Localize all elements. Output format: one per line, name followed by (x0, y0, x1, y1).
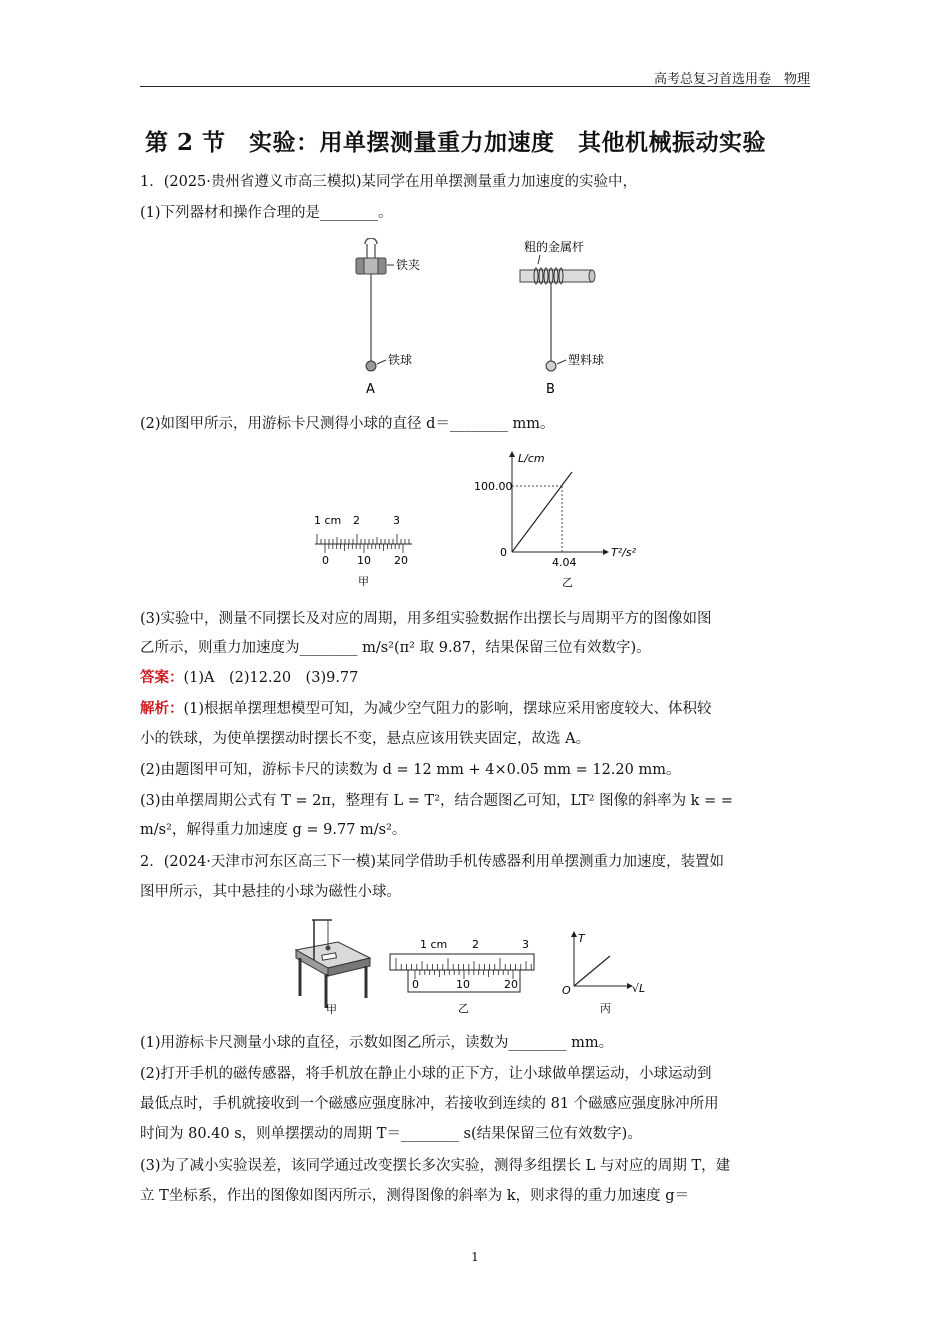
analysis-label: 解析： (140, 700, 184, 717)
graph-l-vs-t2 (470, 446, 650, 592)
caliper1-main-label-1: 1 cm (314, 514, 342, 527)
label-iron-ball: 铁球 (388, 353, 413, 367)
q2-part2-line1: (2)打开手机的磁传感器，将手机放在静止小球的正下方，让小球做单摆运动，小球运动到 (140, 1066, 712, 1082)
graph-t-vs-sqrtl (556, 926, 656, 1018)
analysis-line5: m/s²，解得重力加速度 g = 9.77 m/s²。 (140, 822, 407, 838)
analysis-line3: (2)由题图甲可知，游标卡尺的读数为 d = 12 mm + 4×0.05 mm = 12.20 mm。 (140, 762, 681, 778)
section-title: 第 2 节 实验：用单摆测量重力加速度 其他机械振动实验 (145, 129, 767, 156)
caliper-figure-jia (300, 512, 430, 592)
graph1-caption: 乙 (562, 576, 573, 589)
analysis-text-1: (1)根据单摆理想模型可知，为减少空气阻力的影响，摆球应采用密度较大、体积较 (183, 701, 712, 717)
graph1-ytick: 100.00 (474, 480, 513, 493)
graph2-xlabel: √L (632, 982, 646, 995)
answer-line (140, 668, 810, 688)
caliper2-vernier-label-20: 20 (504, 978, 518, 991)
header-rule (140, 86, 810, 87)
page-header: 高考总复习首选用卷 物理 (653, 72, 810, 87)
q2-part1: (1)用游标卡尺测量小球的直径，示数如图乙所示，读数为________ mm。 (140, 1035, 614, 1051)
q1-stem: 1．(2025·贵州省遵义市高三模拟)某同学在用单摆测量重力加速度的实验中， (140, 174, 638, 190)
caliper2-main-label-1: 1 cm (420, 938, 448, 951)
analysis-line1 (140, 699, 810, 719)
analysis-line2: 小的铁球，为使单摆摆动时摆长不变，悬点应该用铁夹固定，故选 A。 (140, 731, 591, 747)
figure-b-label: B (546, 382, 555, 397)
caliper2-caption: 乙 (458, 1002, 469, 1015)
caliper1-main-label-3: 3 (393, 514, 400, 527)
caliper2-vernier-label-10: 10 (456, 978, 470, 991)
graph2-ylabel: T (578, 932, 585, 945)
label-metal-rod: 粗的金属杆 (524, 240, 585, 254)
q2-part3-line2: 立 T坐标系，作出的图像如图丙所示，测得图像的斜率为 k，则求得的重力加速度 g＝ (140, 1188, 690, 1204)
graph2-data-line (574, 956, 610, 986)
figure-a-label: A (366, 382, 375, 397)
caliper2-main-label-3: 3 (522, 938, 529, 951)
caliper1-main-label-2: 2 (353, 514, 360, 527)
caliper1-vernier-label-0: 0 (322, 554, 329, 567)
caliper1-vernier-label-10: 10 (357, 554, 371, 567)
graph2-caption: 丙 (600, 1002, 611, 1015)
pendulum-b (520, 239, 604, 397)
q1-part1: (1)下列器材和操作合理的是________。 (140, 205, 393, 221)
graph1-xlabel: T²/s² (611, 546, 636, 559)
caliper-figure-yi (386, 934, 536, 1018)
graph1-xtick: 4.04 (552, 556, 577, 569)
graph1-ylabel: L/cm (518, 452, 545, 465)
q2-part2-line3: 时间为 80.40 s，则单摆摆动的周期 T＝________ s(结果保留三位有效数字)。 (140, 1126, 642, 1142)
graph1-origin: 0 (500, 546, 507, 559)
answer-text: (1)A (2)12.20 (3)9.77 (183, 670, 359, 686)
data-line (512, 472, 572, 552)
caliper2-vernier-label-0: 0 (412, 978, 419, 991)
caliper2-main-label-2: 2 (472, 938, 479, 951)
q2-stem-line2: 图甲所示，其中悬挂的小球为磁性小球。 (140, 884, 401, 900)
pendulum-figure (340, 238, 620, 400)
q1-part3-line2: 乙所示，则重力加速度为________ m/s²(π² 取 9.87，结果保留三位有效数字)。 (140, 640, 651, 656)
apparatus-figure (292, 912, 376, 1016)
caliper1-caption: 甲 (358, 575, 369, 588)
page-number: 1 (471, 1250, 479, 1264)
caliper1-vernier-label-20: 20 (394, 554, 408, 567)
answer-label: 答案： (140, 669, 184, 686)
apparatus-caption: 甲 (326, 1003, 337, 1016)
q1-part2: (2)如图甲所示，用游标卡尺测得小球的直径 d＝________ mm。 (140, 416, 555, 432)
q2-part3-line1: (3)为了减小实验误差，该同学通过改变摆长多次实验，测得多组摆长 L 与对应的周期 T，建 (140, 1158, 731, 1174)
pendulum-a (356, 238, 420, 397)
graph2-origin: O (562, 984, 571, 997)
label-plastic-ball: 塑料球 (568, 353, 605, 367)
analysis-line4: (3)由单摆周期公式有 T = 2π，整理有 L = T²，结合题图乙可知，LT² 图像的斜率为 k = = (140, 793, 733, 809)
q1-part3-line1: (3)实验中，测量不同摆长及对应的周期，用多组实验数据作出摆长与周期平方的图像如图 (140, 611, 712, 627)
q2-part2-line2: 最低点时，手机就接收到一个磁感应强度脉冲，若接收到连续的 81 个磁感应强度脉冲所用 (140, 1096, 719, 1112)
q2-stem-line1: 2．(2024·天津市河东区高三下一模)某同学借助手机传感器利用单摆测重力加速度，装置如 (140, 854, 725, 870)
label-iron-clip: 铁夹 (396, 258, 421, 272)
